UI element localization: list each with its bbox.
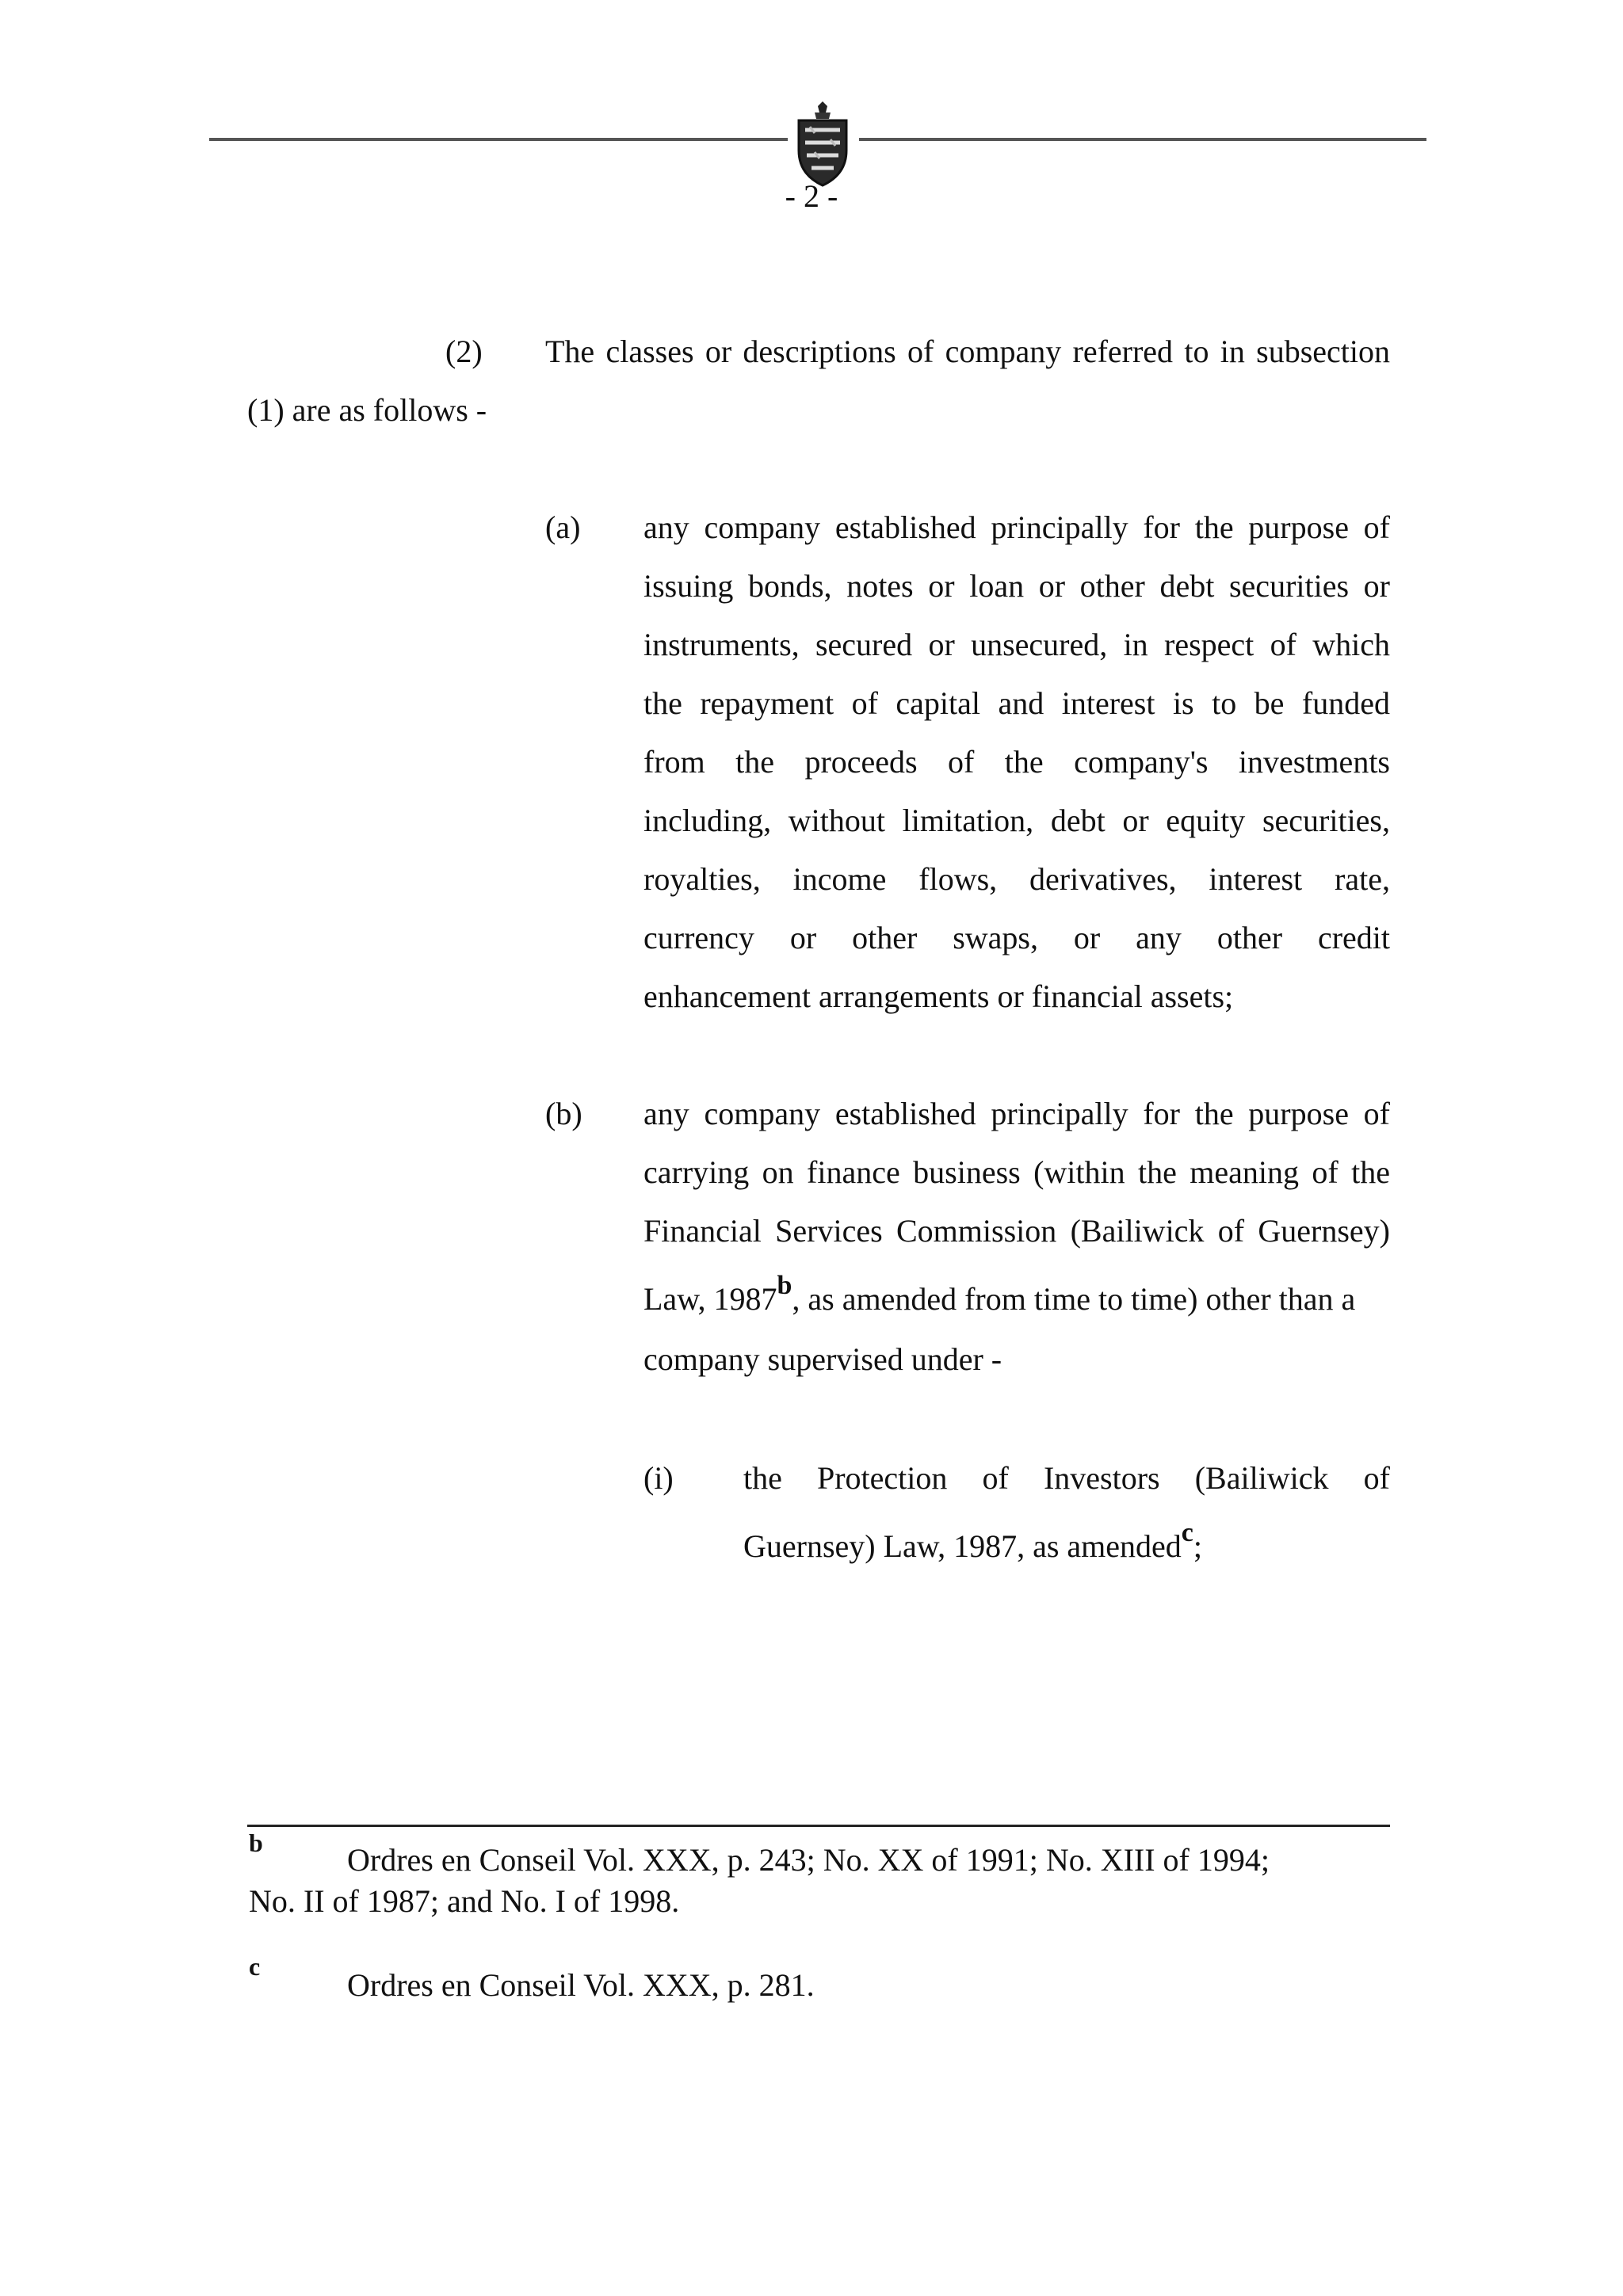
item-b-law-text: Law, 1987: [643, 1281, 777, 1317]
footnote-ref-c[interactable]: c: [1181, 1517, 1193, 1547]
crest-icon: [791, 101, 854, 189]
footnote-c-line-1: Ordres en Conseil Vol. XXX, p. 281.: [347, 1967, 815, 2003]
item-a-line: enhancement arrangements or financial assets;: [643, 978, 1234, 1014]
header-rule-right: [859, 138, 1426, 141]
item-a-label: (a): [545, 509, 581, 545]
footnote-b-line-1: Ordres en Conseil Vol. XXX, p. 243; No. XX of 1991; No. XIII of 1994;: [347, 1842, 1270, 1878]
footnote-mark-b: b: [249, 1829, 263, 1857]
item-a-line: currency or other swaps, or any other credit: [643, 920, 1390, 955]
item-b-i-line-1: the Protection of Investors (Bailiwick of: [743, 1460, 1390, 1496]
item-a-line: from the proceeds of the company's investments: [643, 744, 1390, 780]
item-b-label: (b): [545, 1096, 582, 1131]
item-b-line: Financial Services Commission (Bailiwick of Guernsey): [643, 1213, 1390, 1249]
item-b-line: carrying on finance business (within the meaning of the: [643, 1154, 1390, 1190]
subsection-text-line-2: (1) are as follows -: [247, 392, 487, 428]
footnote-ref-b[interactable]: b: [777, 1270, 792, 1300]
item-a-line: royalties, income flows, derivatives, interest rate,: [643, 861, 1390, 897]
page-number: - 2 -: [785, 178, 838, 214]
item-b-line-5: company supervised under -: [643, 1341, 1002, 1377]
item-b-line-4: [643, 1270, 1390, 1320]
subsection-number: (2): [445, 334, 483, 369]
item-b-amended-text: , as amended from time to time) other than a: [792, 1281, 1356, 1317]
footnote-mark-c: c: [249, 1952, 261, 1981]
item-a-line: including, without limitation, debt or equity securities,: [643, 803, 1390, 838]
footnote-b-line-2: No. II of 1987; and No. I of 1998.: [249, 1883, 680, 1919]
item-a-line: instruments, secured or unsecured, in respect of which: [643, 627, 1390, 662]
item-a-line: the repayment of capital and interest is to be funded: [643, 685, 1390, 721]
footnote-separator: [247, 1825, 1390, 1827]
item-b-i-label: (i): [643, 1460, 674, 1496]
item-b-i-line-2: [743, 1517, 1202, 1567]
item-b-i-text: Guernsey) Law, 1987, as amended: [743, 1528, 1182, 1564]
item-a-line: any company established principally for the purpose of: [643, 509, 1390, 545]
item-a-line: issuing bonds, notes or loan or other debt securities or: [643, 568, 1390, 604]
subsection-text-line-1: The classes or descriptions of company referred to in subsection: [545, 334, 1390, 369]
item-b-i-semicolon: ;: [1193, 1528, 1202, 1564]
header-rule-left: [209, 138, 788, 141]
item-b-line: any company established principally for the purpose of: [643, 1096, 1390, 1131]
